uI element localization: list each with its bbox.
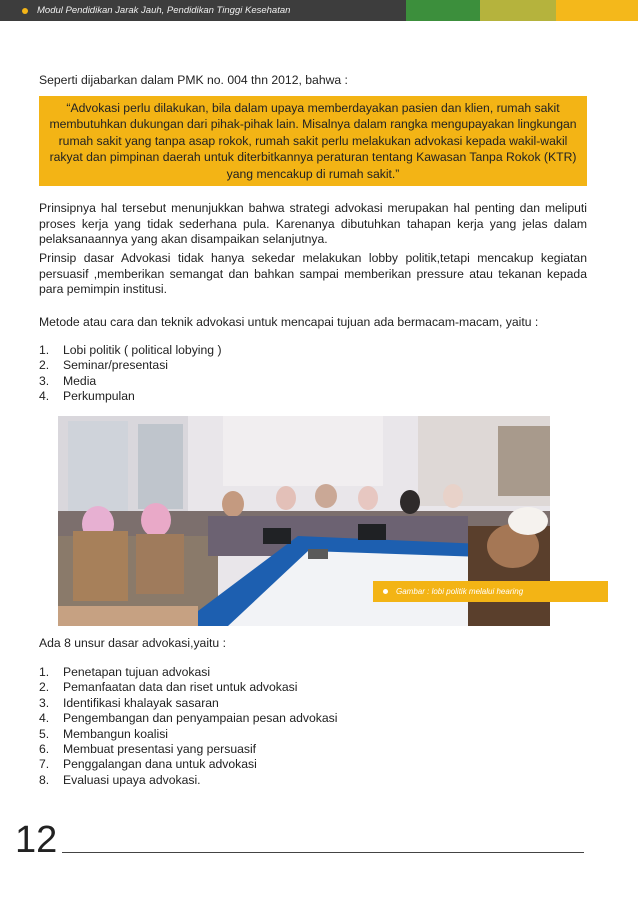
header-title-bar: [0, 0, 406, 21]
list-item: 1. Lobi politik ( political lobying ): [39, 343, 222, 357]
list-item: 4. Pengembangan dan penyampaian pesan advokasi: [39, 711, 338, 726]
paragraph-methods-intro: Metode atau cara dan teknik advokasi untuk mencapai tujuan ada bermacam-macam, yaitu :: [39, 315, 539, 329]
list-item: 1. Penetapan tujuan advokasi: [39, 665, 211, 679]
footer-divider: [62, 852, 584, 853]
bullet-dot-icon: [383, 589, 388, 594]
header-color-block-green: [406, 0, 480, 21]
quote-box: “Advokasi perlu dilakukan, bila dalam upaya memberdayakan pasien dan klien, rumah sakit membutuhkan dukungan dari pihak-pihak lain. Misalnya dalam rangka mengupayakan lingkungan rumah sakit yang tanpa asap rokok, rumah sakit perlu melakukan advokasi kepada wakil-wakil rakyat dan pimpinan daerah untuk diterbitkannya peraturan tentang Kawasan Tanpa Rokok (KTR) yang mencakup di rumah sakit.”: [39, 96, 587, 186]
list-item: 8. Evaluasi upaya advokasi.: [39, 772, 201, 787]
list-item: 5. Membangun koalisi: [39, 726, 169, 741]
header-color-block-olive: [480, 0, 556, 21]
list-item: 6. Membuat presentasi yang persuasif: [39, 742, 257, 757]
paragraph-principle: Prinsipnya hal tersebut menunjukkan bahwa strategi advokasi merupakan hal penting dan meliputi proses kerja yang tidak sederhana pula. Karenanya dibutuhkan tahapan kerja yang jelas dalam pelaksanaannya yang akan disampaikan selanjutnya.: [39, 201, 587, 246]
list-item: 2. Seminar/presentasi: [39, 358, 168, 373]
list-item: 4. Perkumpulan: [39, 389, 135, 404]
photo-caption: [373, 581, 608, 602]
page-header: [0, 0, 638, 21]
page-number: 12: [15, 819, 58, 861]
header-title: Modul Pendidikan Jarak Jauh, Pendidikan Tinggi Kesehatan: [37, 5, 291, 16]
intro-text: Seperti dijabarkan dalam PMK no. 004 thn 2012, bahwa :: [39, 73, 348, 87]
header-color-block-yellow: [556, 0, 638, 21]
list-item: 3. Media: [39, 373, 97, 388]
elements-list: [39, 665, 587, 788]
list-item: 2. Pemanfaatan data dan riset untuk advokasi: [39, 680, 298, 695]
methods-list: [39, 343, 587, 405]
bullet-dot-icon: [22, 8, 28, 14]
photo-caption-text: Gambar : lobi politik melalui hearing: [396, 587, 524, 596]
paragraph-elements-intro: Ada 8 unsur dasar advokasi,yaitu :: [39, 636, 226, 650]
list-item: 3. Identifikasi khalayak sasaran: [39, 695, 219, 710]
list-item: 7. Penggalangan dana untuk advokasi: [39, 757, 257, 772]
paragraph-basic-principle: Prinsip dasar Advokasi tidak hanya sekedar melakukan lobby politik,tetapi mencakup kegiatan persuasif ,memberikan semangat dan bahkan sampai memberikan pressure atau tekanan kepada para pemimpin institusi.: [39, 251, 587, 296]
